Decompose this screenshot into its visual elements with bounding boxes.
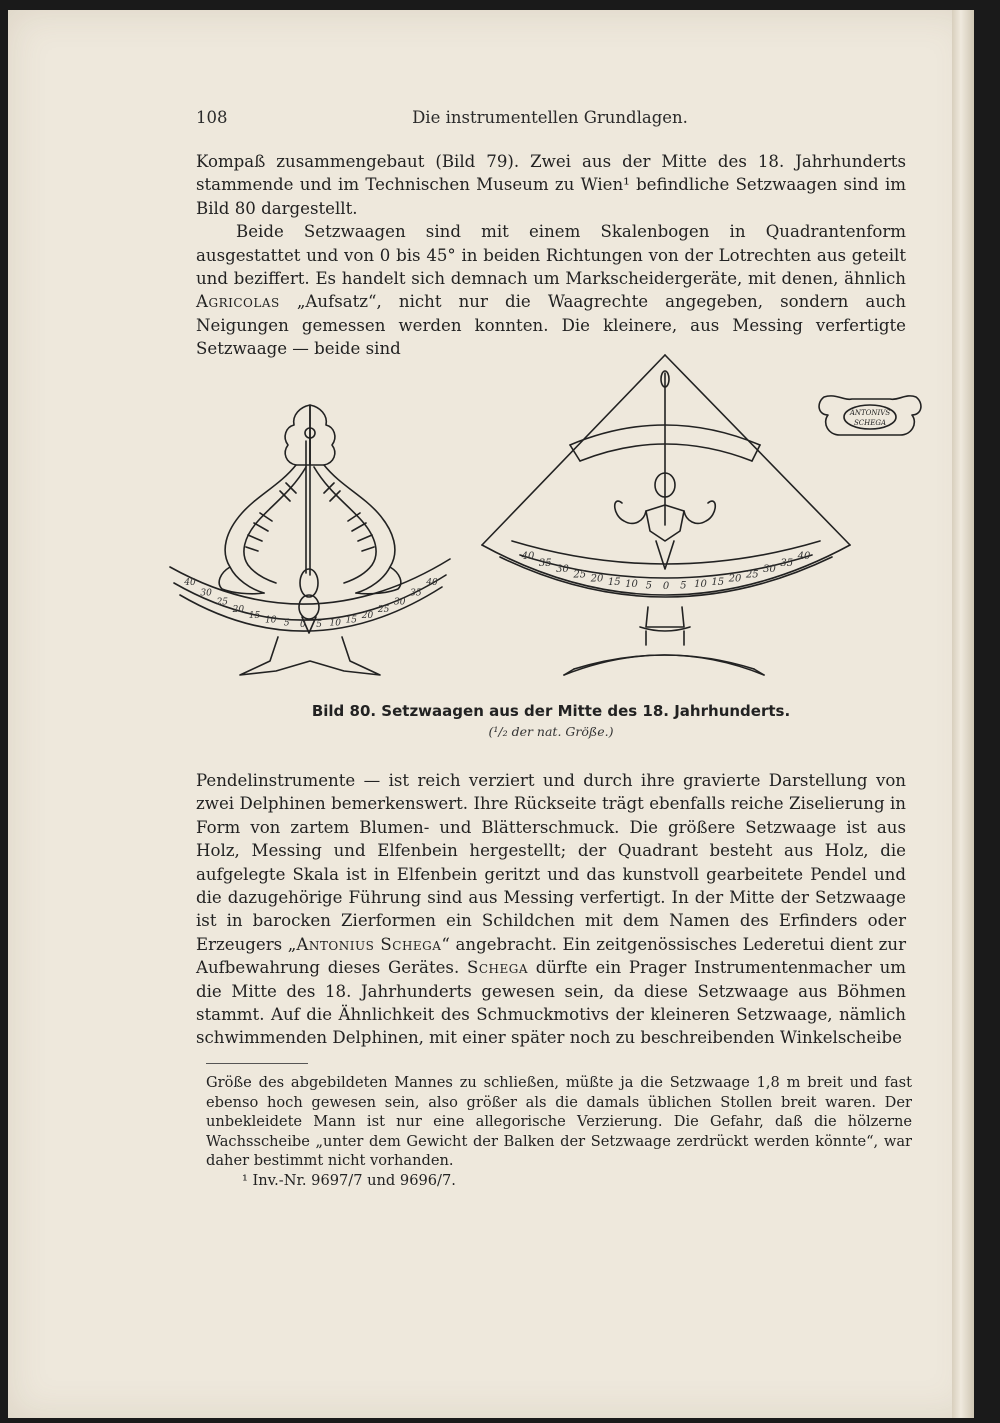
small-scale-label: 30 xyxy=(200,588,212,599)
name-agricola: Agricolas xyxy=(196,292,280,312)
small-scale-label: 15 xyxy=(248,610,261,621)
paragraph-1: Kompaß zusammengebaut (Bild 79). Zwei aus der Mitte des 18. Jahrhunderts stammende und im Technischen Museum zu Wien¹ befindliche Setzwaagen sind im Bild 80 dargestellt. xyxy=(196,152,906,218)
small-scale-label: 25 xyxy=(377,604,390,615)
large-scale-label: 40 xyxy=(521,551,535,562)
large-scale-label: 20 xyxy=(590,573,604,585)
large-scale-label: 40 xyxy=(797,551,811,562)
small-scale-label: 25 xyxy=(216,597,229,608)
footnote-continued: Größe des abgebildeten Mannes zu schließen, müßte ja die Setzwaage 1,8 m breit und fast ebenso hoch gewesen sein, also größer als die damals üblichen Stollen breit waren. Der unbekleidete Mann ist nur eine allegorische Verzierung. Die Gefahr, daß die hölzerne Wachsscheibe „unter dem Gewicht der Balken der Setzwaage zerdrückt werden könnte“, war daher bestimmt nicht vorhanden. xyxy=(206,1074,912,1170)
large-scale-label: 35 xyxy=(780,558,794,569)
large-scale-label: 5 xyxy=(680,580,687,592)
name-antonius-schega: Antonius Schega xyxy=(296,934,442,954)
page-edge xyxy=(952,10,974,1418)
figure-caption: Bild 80. Setzwaagen aus der Mitte des 18. Jahrhunderts. xyxy=(311,702,791,720)
large-scale-label: 20 xyxy=(728,573,742,585)
large-scale-label: 30 xyxy=(556,564,569,576)
footnotes xyxy=(206,1073,912,1191)
small-scale-label: 35 xyxy=(410,588,422,599)
large-scale-label: 25 xyxy=(573,569,587,581)
setzwaagen-illustration xyxy=(160,345,950,705)
page-number: 108 xyxy=(196,108,228,127)
small-scale-label: 20 xyxy=(232,604,245,615)
small-scale-label: 40 xyxy=(426,578,438,588)
footnote-rule xyxy=(206,1063,308,1064)
cartouche-line-1: ANTONIVS xyxy=(849,409,891,417)
small-scale-label: 30 xyxy=(393,597,406,608)
running-title: Die instrumentellen Grundlagen. xyxy=(412,108,688,127)
small-scale-label: 15 xyxy=(345,615,358,626)
intro-text xyxy=(196,150,906,361)
small-scale-label: 20 xyxy=(361,610,374,621)
large-scale-label: 25 xyxy=(745,569,759,581)
footnote-1: ¹ Inv.-Nr. 9697/7 und 9696/7. xyxy=(242,1171,456,1189)
continuation-text xyxy=(196,769,906,1050)
cartouche-line-2: SCHEGA xyxy=(853,419,887,427)
small-scale-label: 40 xyxy=(184,578,196,588)
small-scale-label: 10 xyxy=(329,618,341,629)
small-scale-label: 10 xyxy=(264,615,277,626)
large-setzwaage xyxy=(482,355,850,675)
small-scale-label: 5 xyxy=(316,619,322,630)
paragraph-2: Beide Setzwaagen sind mit einem Skalenbogen in Quadrantenform ausgestattet und von 0 bis 45° in beiden Richtungen von der Lotrechten aus geteilt und beziffert. Es handelt sich demnach um Markscheidergeräte, mit denen, ähnlich Agricolas „Aufsatz“, nicht nur die Waagrechte angegeben, sondern auch Neigungen gemessen werden konnten. Die kleinere, aus Messing verfertigte Setzwaage — beide sind xyxy=(196,222,906,359)
large-scale-label: 35 xyxy=(538,558,552,569)
small-scale-label: 5 xyxy=(283,618,290,629)
small-setzwaage xyxy=(170,405,450,675)
name-schega: Schega xyxy=(466,958,528,978)
small-scale-label: 0 xyxy=(300,619,306,630)
paragraph-3: Pendelinstrumente — ist reich verziert und durch ihre gravierte Darstellung von zwei Delphinen bemerkenswert. Ihre Rückseite trägt ebenfalls reiche Ziselierung in Form von zartem Blumen- und Blätterschmuck. Die größere Setzwaage ist aus Holz, Messing und Elfenbein hergestellt; der Quadrant besteht aus Holz, die aufgelegte Skala ist in Elfenbein geritzt und das kunstvoll gearbeitete Pendel und die dazugehörige Führung sind aus Messing verfertigt. In der Mitte der Setzwaage ist in barocken Zierformen ein Schildchen mit dem Namen des Erfinders oder Erzeugers „Antonius Schega“ angebracht. Ein zeitgenössisches Lederetui dient zur Aufbewahrung dieses Gerätes. Schega dürfte ein Prager Instrumentenmacher um die Mitte des 18. Jahrhunderts gewesen sein, da diese Setzwaage aus Böhmen stammt. Auf die Ähnlichkeit des Schmuckmotivs der kleineren Setzwaage, nämlich schwimmenden Delphinen, mit einer später noch zu beschreibenden Winkelscheibe xyxy=(196,771,907,1048)
large-scale-label: 30 xyxy=(763,564,776,576)
figure-subcaption: (¹/₂ der nat. Größe.) xyxy=(488,724,614,739)
large-scale-label: 0 xyxy=(662,581,670,592)
large-scale-label: 5 xyxy=(645,580,652,592)
page-header xyxy=(196,108,904,132)
large-scale-label: 15 xyxy=(607,576,621,588)
large-scale-label: 10 xyxy=(694,579,707,591)
large-scale-label: 10 xyxy=(625,579,638,591)
large-scale-label: 15 xyxy=(711,576,725,588)
